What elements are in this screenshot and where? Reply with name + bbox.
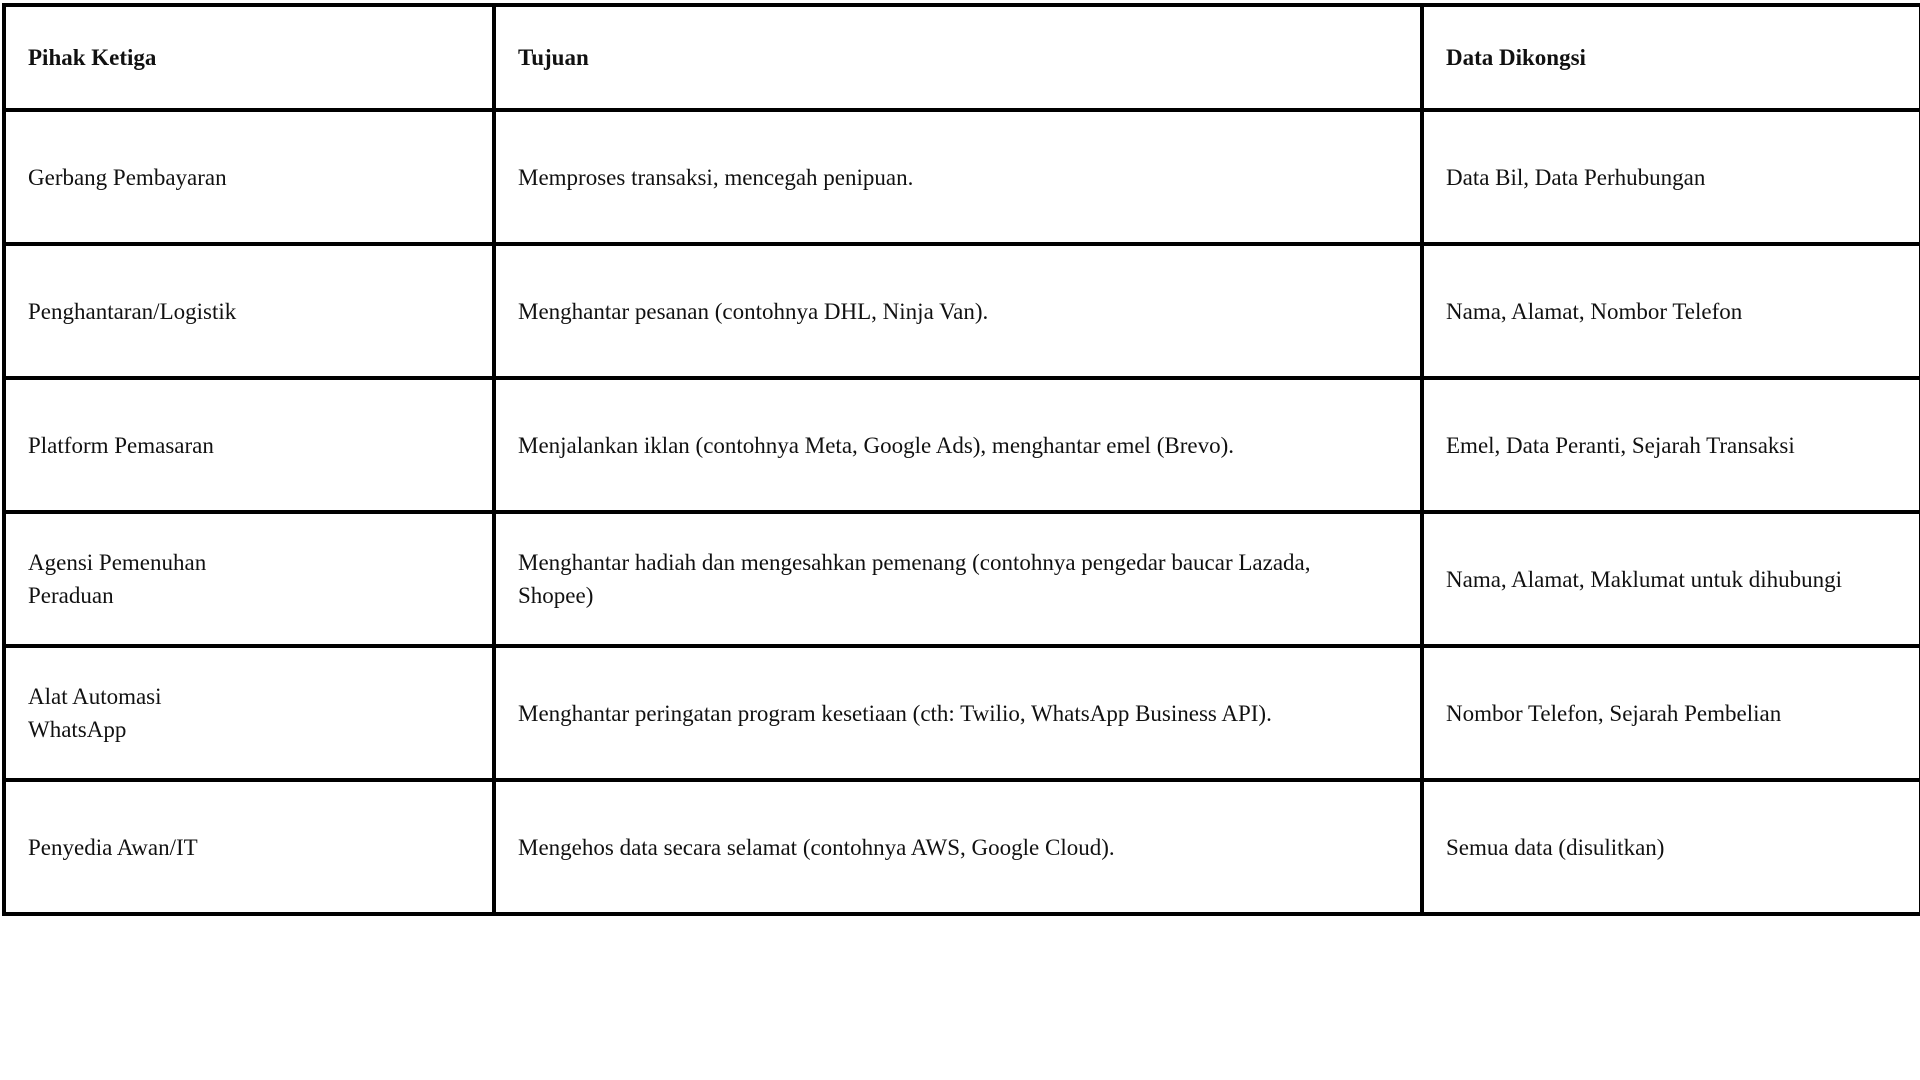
cell-third-party: Agensi Pemenuhan Peraduan: [4, 512, 494, 646]
header-data-shared: Data Dikongsi: [1422, 5, 1920, 110]
cell-purpose: Mengehos data secara selamat (contohnya AWS, Google Cloud).: [494, 780, 1422, 914]
table-row: [4, 244, 1920, 378]
cell-data-shared: Emel, Data Peranti, Sejarah Transaksi: [1422, 378, 1920, 512]
cell-third-party: Penyedia Awan/IT: [4, 780, 494, 914]
table-row: [4, 110, 1920, 244]
cell-purpose: Menjalankan iklan (contohnya Meta, Google Ads), menghantar emel (Brevo).: [494, 378, 1422, 512]
cell-data-shared: Nama, Alamat, Maklumat untuk dihubungi: [1422, 512, 1920, 646]
cell-third-party: Alat Automasi WhatsApp: [4, 646, 494, 780]
table-header-row: [4, 5, 1920, 110]
cell-purpose: Menghantar hadiah dan mengesahkan pemenang (contohnya pengedar baucar Lazada, Shopee): [494, 512, 1422, 646]
table-row: [4, 378, 1920, 512]
header-purpose: Tujuan: [494, 5, 1422, 110]
cell-purpose: Menghantar pesanan (contohnya DHL, Ninja Van).: [494, 244, 1422, 378]
third-party-table: [2, 3, 1920, 916]
cell-data-shared: Nama, Alamat, Nombor Telefon: [1422, 244, 1920, 378]
cell-data-shared: Data Bil, Data Perhubungan: [1422, 110, 1920, 244]
table-row: [4, 512, 1920, 646]
cell-data-shared: Nombor Telefon, Sejarah Pembelian: [1422, 646, 1920, 780]
table-row: [4, 780, 1920, 914]
cell-data-shared: Semua data (disulitkan): [1422, 780, 1920, 914]
cell-purpose: Memproses transaksi, mencegah penipuan.: [494, 110, 1422, 244]
cell-third-party: Platform Pemasaran: [4, 378, 494, 512]
cell-purpose: Menghantar peringatan program kesetiaan (cth: Twilio, WhatsApp Business API).: [494, 646, 1422, 780]
header-third-party: Pihak Ketiga: [4, 5, 494, 110]
cell-third-party: Gerbang Pembayaran: [4, 110, 494, 244]
table-row: [4, 646, 1920, 780]
cell-third-party: Penghantaran/Logistik: [4, 244, 494, 378]
